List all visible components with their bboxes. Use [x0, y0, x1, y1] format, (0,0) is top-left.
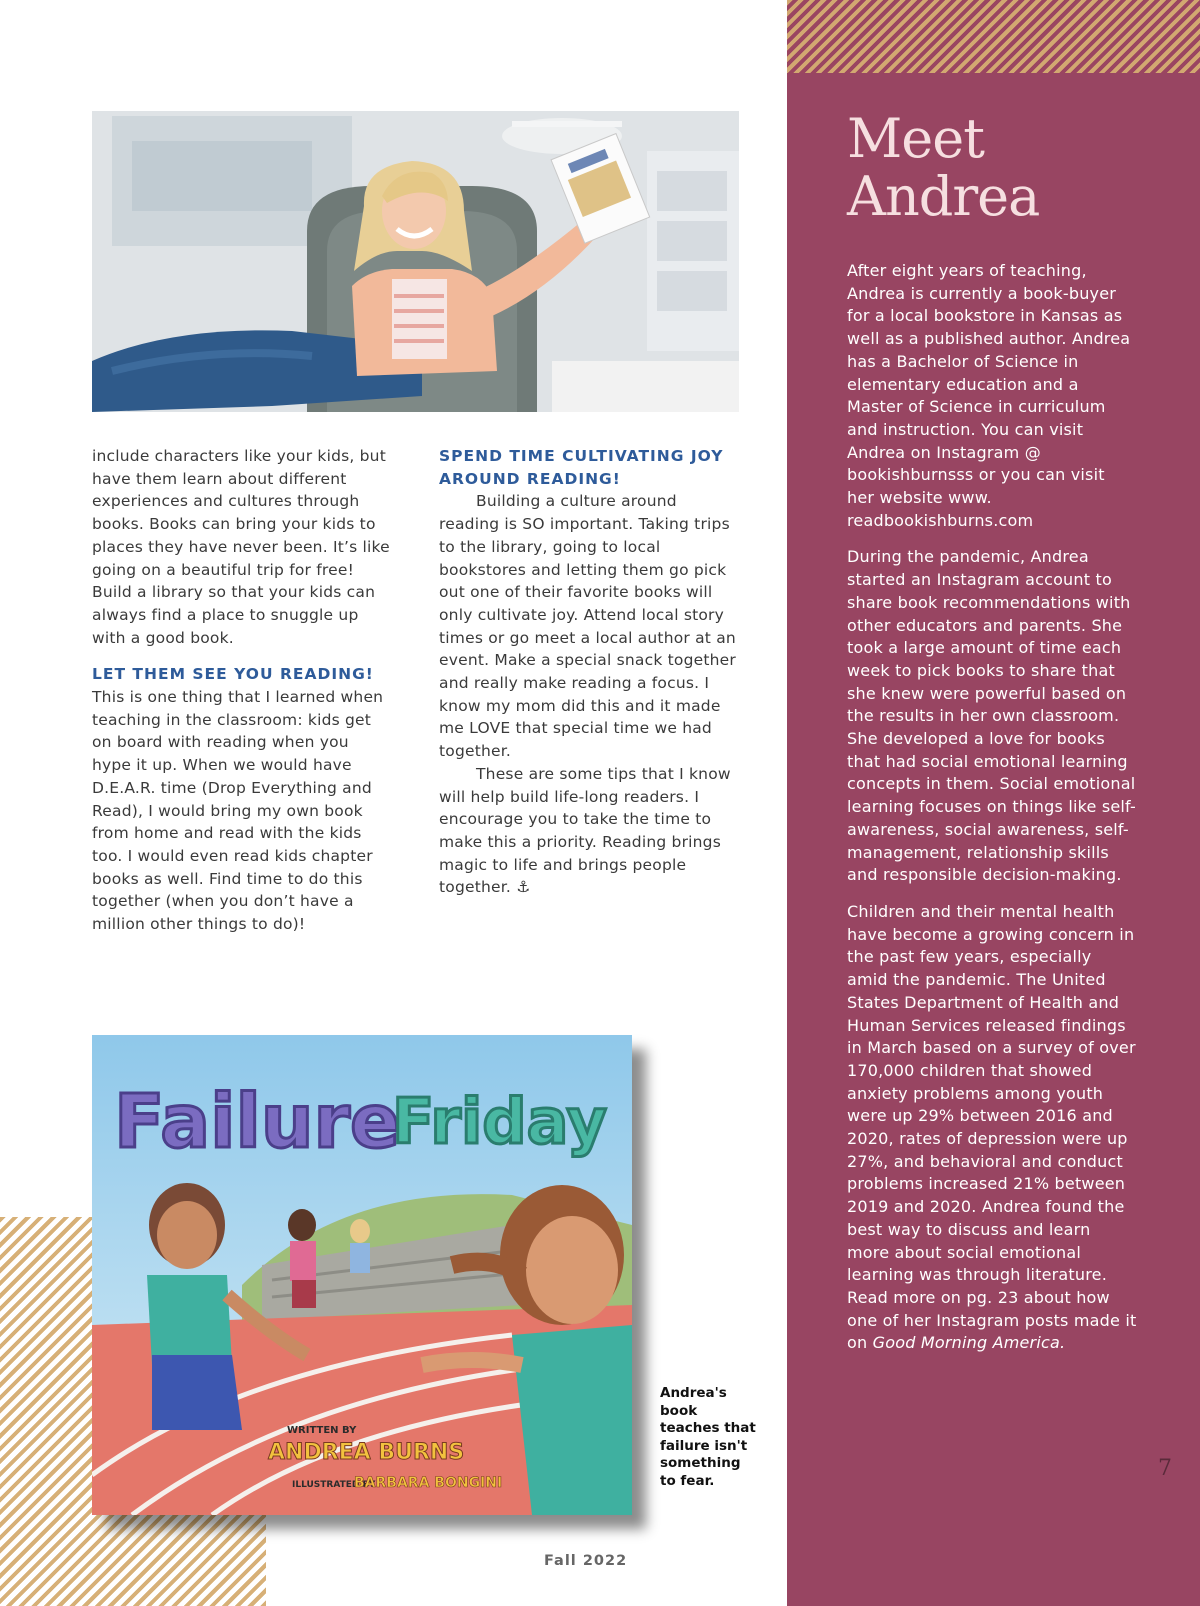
sidebar-paragraph-text: Children and their mental health have become a growing concern in the past few years, especially amid the pandemic. The United States Department of Health and Human Services released findings in March based on a survey of over 170,000 children that showed anxiety problems among youth were up 29% between 2016 and 2020, rates of depression were up 27%, and behavioral and conduct problems increased 21% between 2019 and 2020. Andrea found the best way to discuss and learn more about social emotional learning was through literature. Read more on pg. 23 about how one of her Instagram posts made it on [847, 901, 1137, 1353]
show-title: Good Morning America. [872, 1333, 1066, 1353]
author-photo-illustration [92, 111, 739, 412]
sidebar-paragraph: During the pandemic, Andrea started an Instagram account to share book recommendations with other educators and parents. She took a large amount of time each week to pick books to share that she knew were powerful based on the results in her own classroom. She developed a love for books that had social emotional learning concepts in them. Social emotional learning focuses on things like self-awareness, social awareness, self-management, relationship skills and responsible decision-making. [847, 547, 1136, 885]
anchor-icon: ⚓ [516, 878, 531, 897]
section-heading: LET THEM SEE YOU READING! [92, 665, 374, 684]
article-paragraph [439, 763, 739, 899]
book-cover [92, 1035, 632, 1515]
article-paragraph-text [439, 763, 739, 899]
cover-written-by: WRITTEN BY [287, 1425, 357, 1436]
issue-footer: Fall 2022 [544, 1553, 628, 1569]
closing-text: These are some tips that I know will help build life-long readers. I encourage you to take the time to make this a priority. Reading brings magic to life and brings people together. [439, 764, 731, 897]
cover-author: ANDREA BURNS [268, 1440, 465, 1465]
article-paragraph-text: Building a culture around reading is SO important. Taking trips to the library, going to local bookstores and letting them go pick out one of their favorite books will only cultivate joy. Attend local story times or go meet a local author at an event. Make a special snack together and really make reading a focus. I know my mom did this and it made me LOVE that special time we had together. [439, 492, 736, 761]
decorative-stripes-top [787, 0, 1200, 73]
section-heading: SPEND TIME CULTIVATING JOY AROUND READING! [439, 447, 724, 488]
cover-illustrator: BARBARA BONGINI [354, 1475, 503, 1491]
sidebar-title [847, 107, 1167, 228]
cover-title-word2: Friday [392, 1085, 607, 1158]
sidebar-body [847, 260, 1137, 1369]
sidebar-paragraph [847, 901, 1137, 1355]
cover-title-word1: Failure [114, 1079, 401, 1165]
article-paragraph: This is one thing that I learned when teaching in the classroom: kids get on board with reading when you hype it up. When we would have D.E.A.R. time (Drop Everything and Read), I would bring my own book from home and read with the kids too. I would even read kids chapter books as well. Find time to do this together (when you don’t have a million other things to do)! [92, 688, 384, 934]
author-photo [92, 111, 739, 412]
article-column-right [439, 445, 739, 899]
cover-illustrated-by: ILLUSTRATED BY [292, 1480, 376, 1490]
sidebar-paragraph: After eight years of teaching, Andrea is currently a book-buyer for a local bookstore in Kansas as well as a published author. Andrea has a Bachelor of Science in elementary education and a Master of Science in curriculum and instruction. You can visit Andrea on Instagram @ bookishburnsss or you can visit her website www. readbookishburns.com [847, 261, 1131, 530]
book-cover-illustration [92, 1035, 632, 1515]
sidebar-title-line1: Meet [847, 107, 984, 170]
article-paragraph: include characters like your kids, but have them learn about different experiences and cultures through books. Books can bring your kids to places they have never been. It’s like going on a beautiful trip for free! Build a library so that your kids can always find a place to snuggle up with a good book. [92, 447, 390, 647]
page-number: 7 [1158, 1456, 1172, 1481]
sidebar-title-line2: Andrea [847, 165, 1040, 228]
image-caption: Andrea's book teaches that failure isn't something to fear. [660, 1385, 756, 1489]
article-paragraph [439, 490, 739, 762]
article-column-left [92, 445, 392, 950]
